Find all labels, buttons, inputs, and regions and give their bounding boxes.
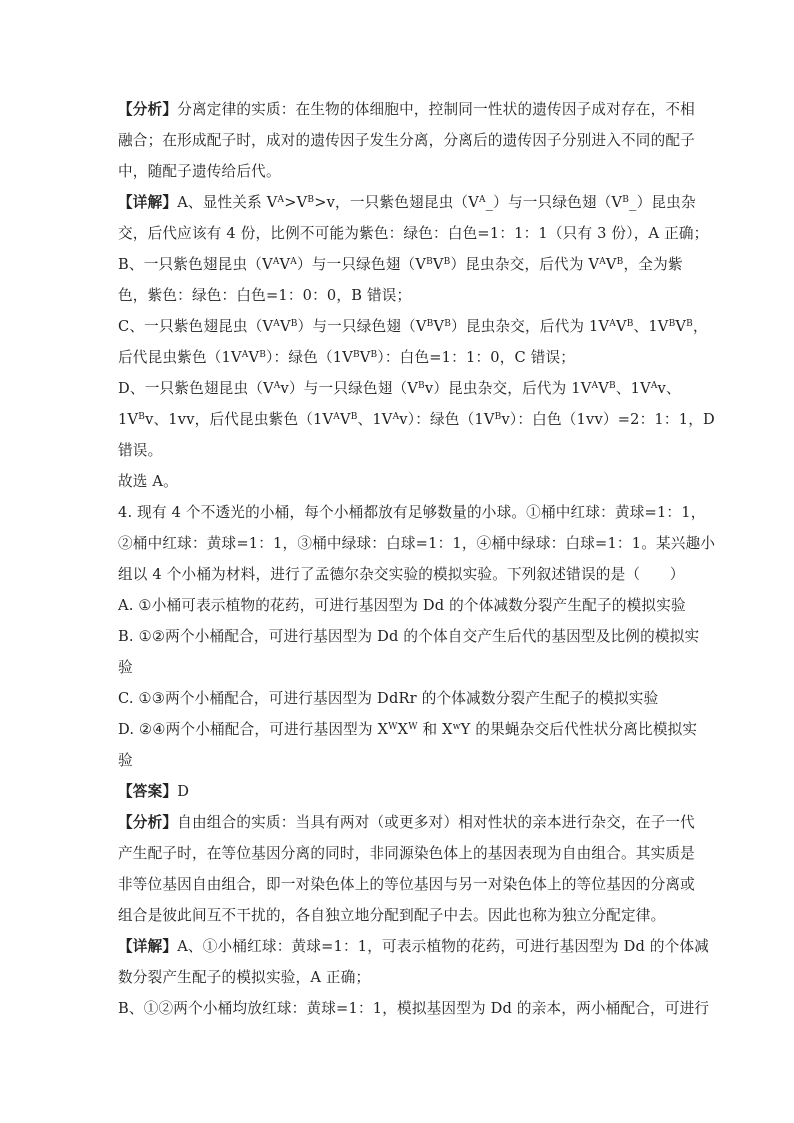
analysis-paragraph-line: 【分析】分离定律的实质：在生物的体细胞中，控制同一性状的遗传因子成对存在，不相 bbox=[118, 101, 695, 118]
detail-line-d3: 错误。 bbox=[118, 442, 163, 459]
detail-line: 数分裂产生配子的模拟实验，A 正确； bbox=[118, 969, 371, 986]
detail-line-a1: 【详解】A、显性关系 $V^A>V^B>v$，一只紫色翅昆虫$(V^A\_)$与一只绿色翅$(V^B\_)$昆虫杂 bbox=[118, 194, 696, 211]
answer-tag: 【答案】 bbox=[118, 783, 178, 800]
analysis-paragraph-line: 非等位基因自由组合，即一对染色体上的等位基因与另一对染色体上的等位基因的分离或 bbox=[118, 876, 695, 893]
answer-line bbox=[118, 780, 678, 804]
detail-tag: 【详解】 bbox=[118, 194, 178, 211]
detail-line: B、①②两个小桶均放红球：黄球=1：1，模拟基因型为 Dd 的亲本，两小桶配合，可进行 bbox=[118, 1000, 710, 1017]
detail-line-a2: 交，后代应该有 4 份，比例不可能为紫色：绿色：白色=1：1：1（只有 3 份），A 正确； bbox=[118, 225, 709, 242]
option-d: D. ②④两个小桶配合，可进行基因型为 $X^WX^W$ 和 $X^wY$ 的果蝇杂交后代性状分离比模拟实 bbox=[118, 721, 698, 738]
analysis-paragraph-line: 组合是彼此间互不干扰的，各自独立地分配到配子中去。因此也称为独立分配定律。 bbox=[118, 907, 666, 924]
detail-line: 【详解】A、①小桶红球：黄球=1：1，可表示植物的花药，可进行基因型为 Dd 的个体减 bbox=[118, 938, 710, 955]
option-b-cont: 验 bbox=[118, 659, 133, 676]
answer-value: D bbox=[177, 783, 190, 800]
detail-line-b1: B、一只紫色翅昆虫$(V^AV^A)$与一只绿色翅$(V^BV^B)$昆虫杂交，后代为 $V^AV^B$，全为紫 bbox=[118, 256, 683, 273]
analysis-tag: 【分析】 bbox=[118, 814, 178, 831]
analysis-paragraph-line: 【分析】自由组合的实质：当具有两对（或更多对）相对性状的亲本进行杂交，在子一代 bbox=[118, 814, 695, 831]
analysis-paragraph-line: 产生配子时，在等位基因分离的同时，非同源染色体上的基因表现为自由组合。其实质是 bbox=[118, 845, 695, 862]
question-stem-line: 4. 现有 4 个不透光的小桶，每个小桶都放有足够数量的小球。①桶中红球：黄球=1：1， bbox=[118, 504, 706, 521]
option-c: C. ①③两个小桶配合，可进行基因型为 DdRr 的个体减数分裂产生配子的模拟实验 bbox=[118, 690, 659, 707]
option-b: B. ①②两个小桶配合，可进行基因型为 Dd 的个体自交产生后代的基因型及比例的模拟实 bbox=[118, 628, 700, 645]
detail-tag: 【详解】 bbox=[118, 938, 178, 955]
detail-line-d1: D、一只紫色翅昆虫$(V^Av)$与一只绿色翅$(V^Bv)$昆虫杂交，后代为 $1V^AV^B$、$1V^Av$、 bbox=[118, 380, 681, 397]
detail-line-d2: $1V^Bv$、1vv，后代昆虫紫色（$1V^AV^B$、$1V^Av$）：绿色$(1V^Bv)$：白色（1vv）=2：1：1，D bbox=[118, 411, 715, 428]
detail-line-c1: C、一只紫色翅昆虫$(V^AV^B)$与一只绿色翅$(V^BV^B)$昆虫杂交，后代为 $1V^AV^B$、$1V^BV^B$， bbox=[118, 318, 708, 335]
option-d-cont: 验 bbox=[118, 752, 133, 769]
question-stem-line: 组以 4 个小桶为材料，进行了孟德尔杂交实验的模拟实验。下列叙述错误的是（ ） bbox=[118, 566, 685, 583]
conclusion-line: 故选 A。 bbox=[118, 473, 178, 490]
analysis-tag: 【分析】 bbox=[118, 101, 178, 118]
option-a: A. ①小桶可表示植物的花药，可进行基因型为 Dd 的个体减数分裂产生配子的模拟实验 bbox=[118, 597, 686, 614]
detail-line-c2: 后代昆虫紫色$(1V^AV^B)$：绿色$(1V^BV^B)$：白色=1：1：0，C 错误； bbox=[118, 349, 576, 366]
analysis-paragraph-line: 中，随配子遗传给后代。 bbox=[118, 163, 281, 180]
detail-line-b2: 色，紫色：绿色：白色=1：0：0，B 错误； bbox=[118, 287, 412, 304]
question-stem-line: ②桶中红球：黄球=1：1，③桶中绿球：白球=1：1，④桶中绿球：白球=1：1。某兴趣小 bbox=[118, 535, 716, 552]
analysis-paragraph-line: 融合；在形成配子时，成对的遗传因子发生分离，分离后的遗传因子分别进入不同的配子 bbox=[118, 132, 695, 149]
